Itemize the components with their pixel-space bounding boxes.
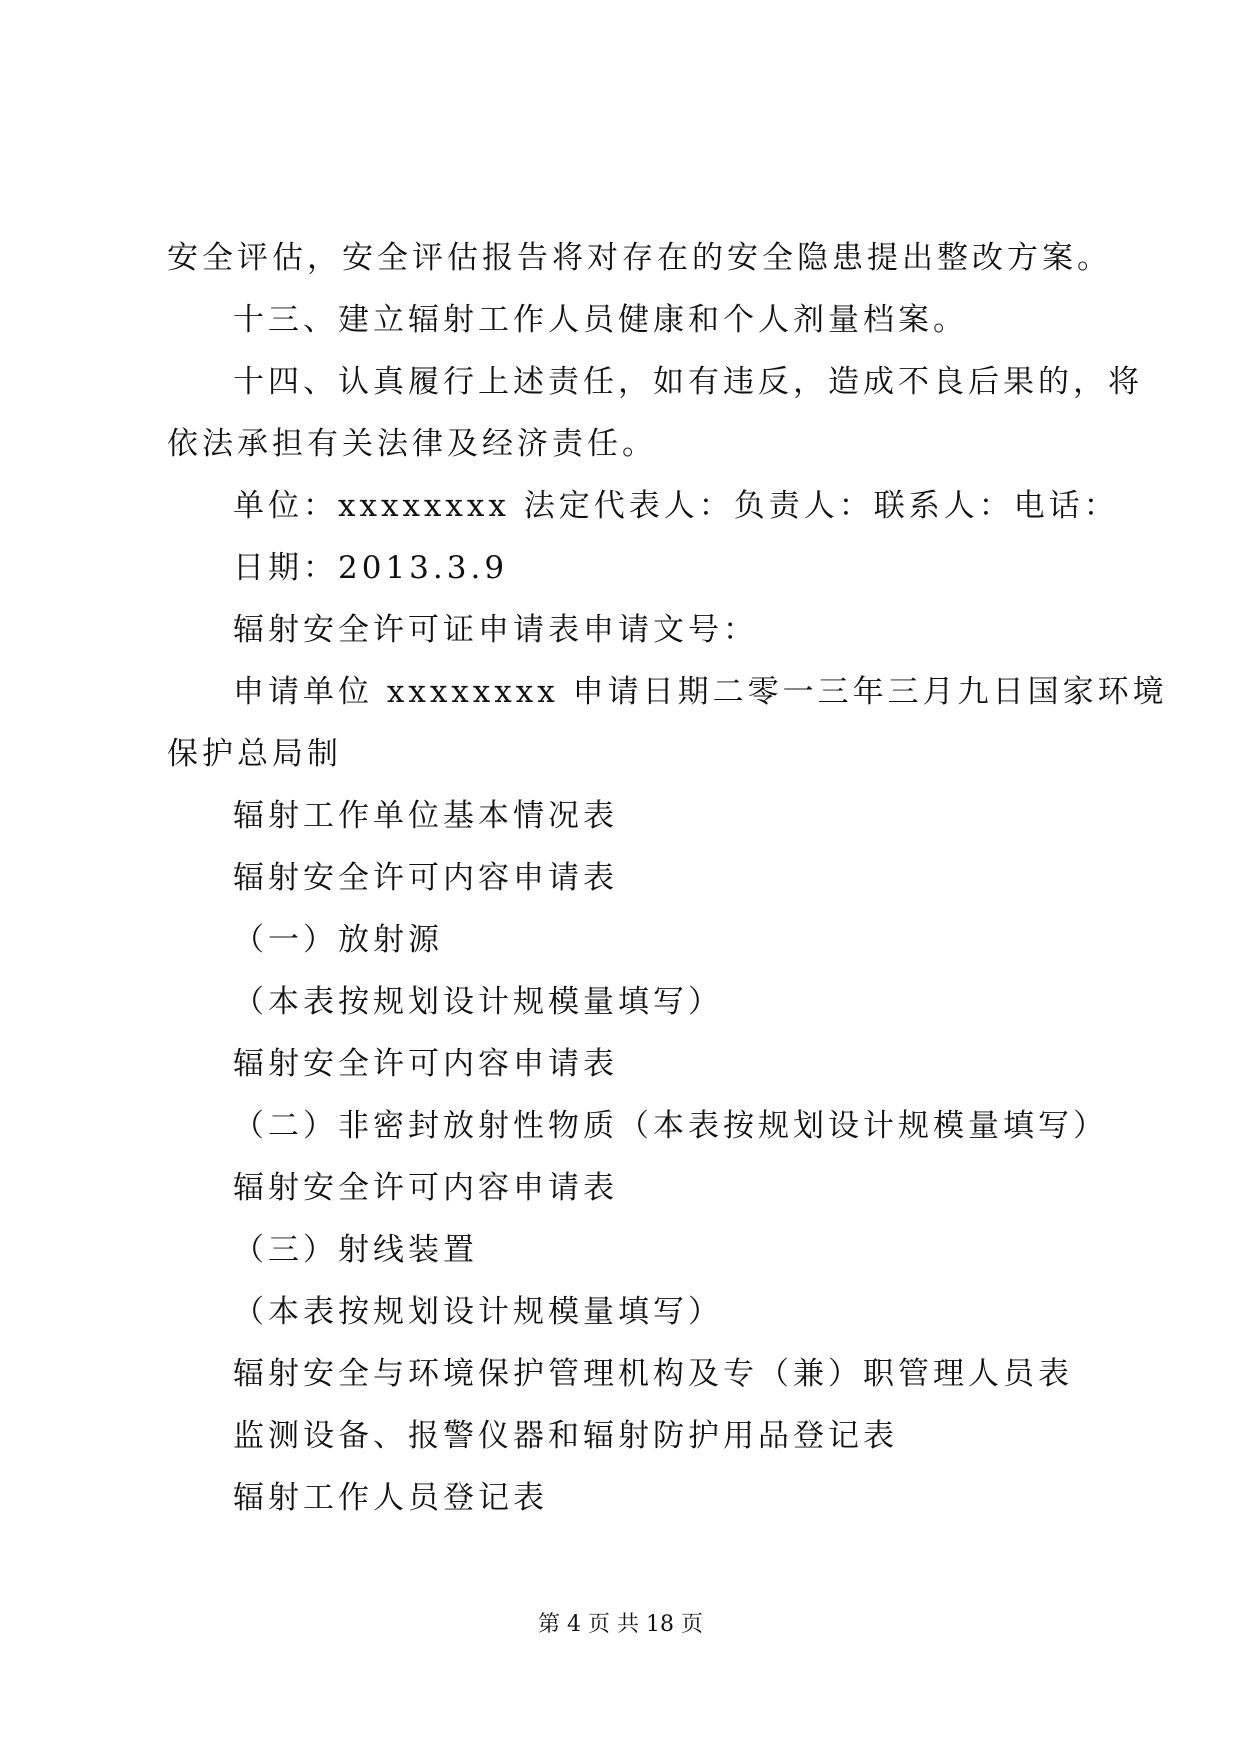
text-line: （三）射线装置 bbox=[233, 1232, 478, 1268]
text-line: 日期：2013.3.9 bbox=[233, 550, 509, 586]
text-line: 单位：xxxxxxxx 法定代表人：负责人：联系人：电话： bbox=[233, 488, 1119, 524]
text-line: 十三、建立辐射工作人员健康和个人剂量档案。 bbox=[233, 302, 968, 338]
text-line: 监测设备、报警仪器和辐射防护用品登记表 bbox=[233, 1418, 898, 1454]
text-line: 辐射安全与环境保护管理机构及专（兼）职管理人员表 bbox=[233, 1356, 1073, 1392]
page-footer: 第 4 页 共 18 页 bbox=[538, 1612, 703, 1637]
text-line: （一）放射源 bbox=[233, 922, 443, 958]
text-line: （二）非密封放射性物质（本表按规划设计规模量填写） bbox=[233, 1108, 1108, 1144]
text-line: （本表按规划设计规模量填写） bbox=[233, 1294, 723, 1330]
text-line: 辐射安全许可内容申请表 bbox=[233, 860, 618, 896]
text-line: 十四、认真履行上述责任，如有违反，造成不良后果的，将 bbox=[233, 364, 1143, 400]
text-line: 安全评估，安全评估报告将对存在的安全隐患提出整改方案。 bbox=[167, 240, 1112, 276]
text-line: 辐射安全许可内容申请表 bbox=[233, 1170, 618, 1206]
text-line: 辐射工作人员登记表 bbox=[233, 1480, 548, 1516]
text-line: 辐射安全许可内容申请表 bbox=[233, 1046, 618, 1082]
text-line: 依法承担有关法律及经济责任。 bbox=[167, 426, 657, 462]
text-line: 申请单位 xxxxxxxx 申请日期二零一三年三月九日国家环境 bbox=[233, 674, 1168, 710]
text-line: 辐射安全许可证申请表申请文号： bbox=[233, 612, 758, 648]
text-line: （本表按规划设计规模量填写） bbox=[233, 984, 723, 1020]
text-line: 辐射工作单位基本情况表 bbox=[233, 798, 618, 834]
text-line: 保护总局制 bbox=[167, 736, 342, 772]
